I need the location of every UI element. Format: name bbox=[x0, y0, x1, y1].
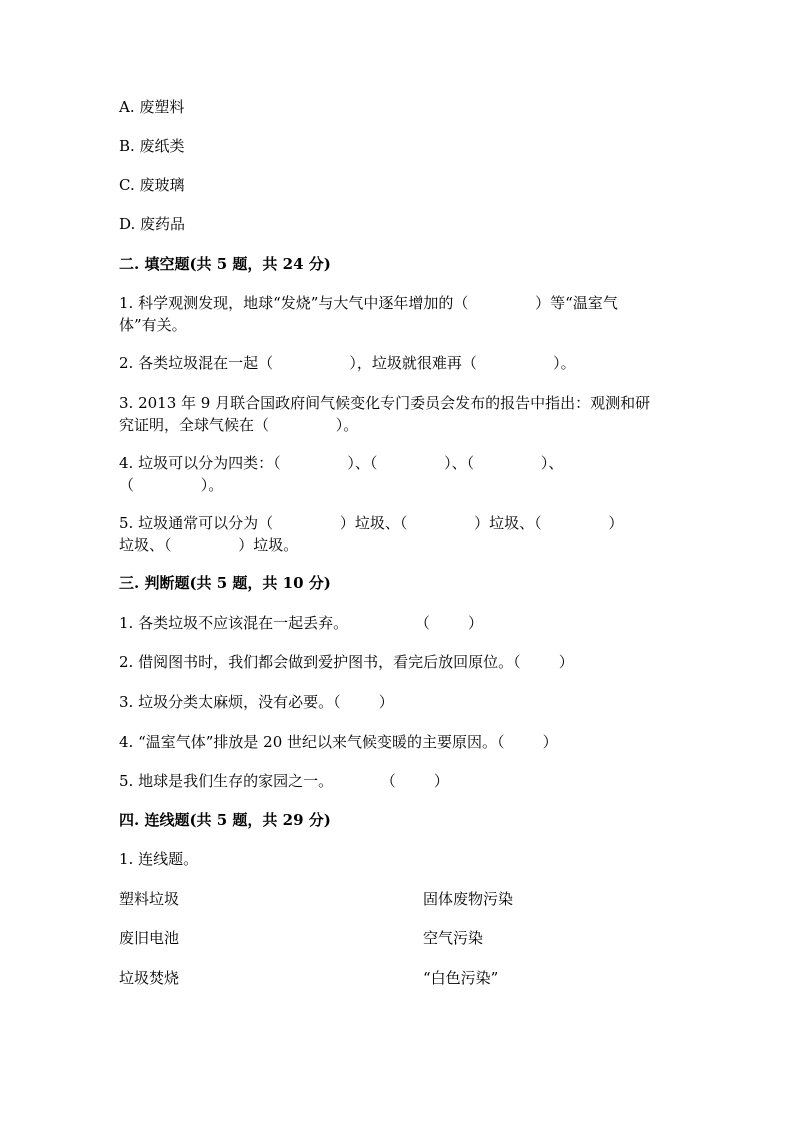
option-a: A. 废塑料 bbox=[119, 98, 185, 116]
tf-q5: 5. 地球是我们生存的家园之一。 （ ） bbox=[119, 772, 449, 790]
fill-q4-line1: 4. 垃圾可以分为四类：（ ）、（ ）、（ ）、 bbox=[119, 454, 564, 472]
tf-q2: 2. 借阅图书时，我们都会做到爱护图书，看完后放回原位。（ ） bbox=[119, 653, 574, 671]
matching-left-item: 废旧电池 bbox=[119, 929, 180, 947]
matching-left-item: 垃圾焚烧 bbox=[119, 969, 180, 987]
matching-q1: 1. 连线题。 bbox=[119, 850, 199, 868]
fill-q5-line1: 5. 垃圾通常可以分为（ ）垃圾、（ ）垃圾、（ ） bbox=[119, 514, 624, 532]
option-d: D. 废药品 bbox=[119, 215, 186, 233]
tf-q1: 1. 各类垃圾不应该混在一起丢弃。 （ ） bbox=[119, 614, 483, 632]
fill-q1-line1: 1. 科学观测发现，地球“发烧”与大气中逐年增加的（ ）等“温室气 bbox=[119, 294, 618, 312]
fill-q2: 2. 各类垃圾混在一起（ ），垃圾就很难再（ ）。 bbox=[119, 354, 576, 372]
section-fill-blank-title: 二. 填空题(共 5 题，共 24 分) bbox=[119, 255, 331, 273]
fill-q5-line2: 垃圾、（ ）垃圾。 bbox=[119, 536, 299, 554]
tf-q4: 4. “温室气体”排放是 20 世纪以来气候变暖的主要原因。（ ） bbox=[119, 733, 558, 751]
matching-right-item: 空气污染 bbox=[423, 929, 484, 947]
fill-q1-line2: 体”有关。 bbox=[119, 316, 187, 334]
fill-q3-line2: 究证明，全球气候在（ ）。 bbox=[119, 416, 359, 434]
option-c: C. 废玻璃 bbox=[119, 176, 185, 194]
tf-q3: 3. 垃圾分类太麻烦，没有必要。（ ） bbox=[119, 693, 394, 711]
fill-q4-line2: （ ）。 bbox=[119, 476, 224, 494]
section-matching-title: 四. 连线题(共 5 题，共 29 分) bbox=[119, 811, 331, 829]
matching-left-item: 塑料垃圾 bbox=[119, 890, 180, 908]
matching-right-item: “白色污染” bbox=[423, 969, 499, 987]
matching-right-item: 固体废物污染 bbox=[423, 890, 514, 908]
section-true-false-title: 三. 判断题(共 5 题，共 10 分) bbox=[119, 574, 331, 592]
option-b: B. 废纸类 bbox=[119, 137, 185, 155]
fill-q3-line1: 3. 2013 年 9 月联合国政府间气候变化专门委员会发布的报告中指出：观测和研 bbox=[119, 394, 651, 412]
